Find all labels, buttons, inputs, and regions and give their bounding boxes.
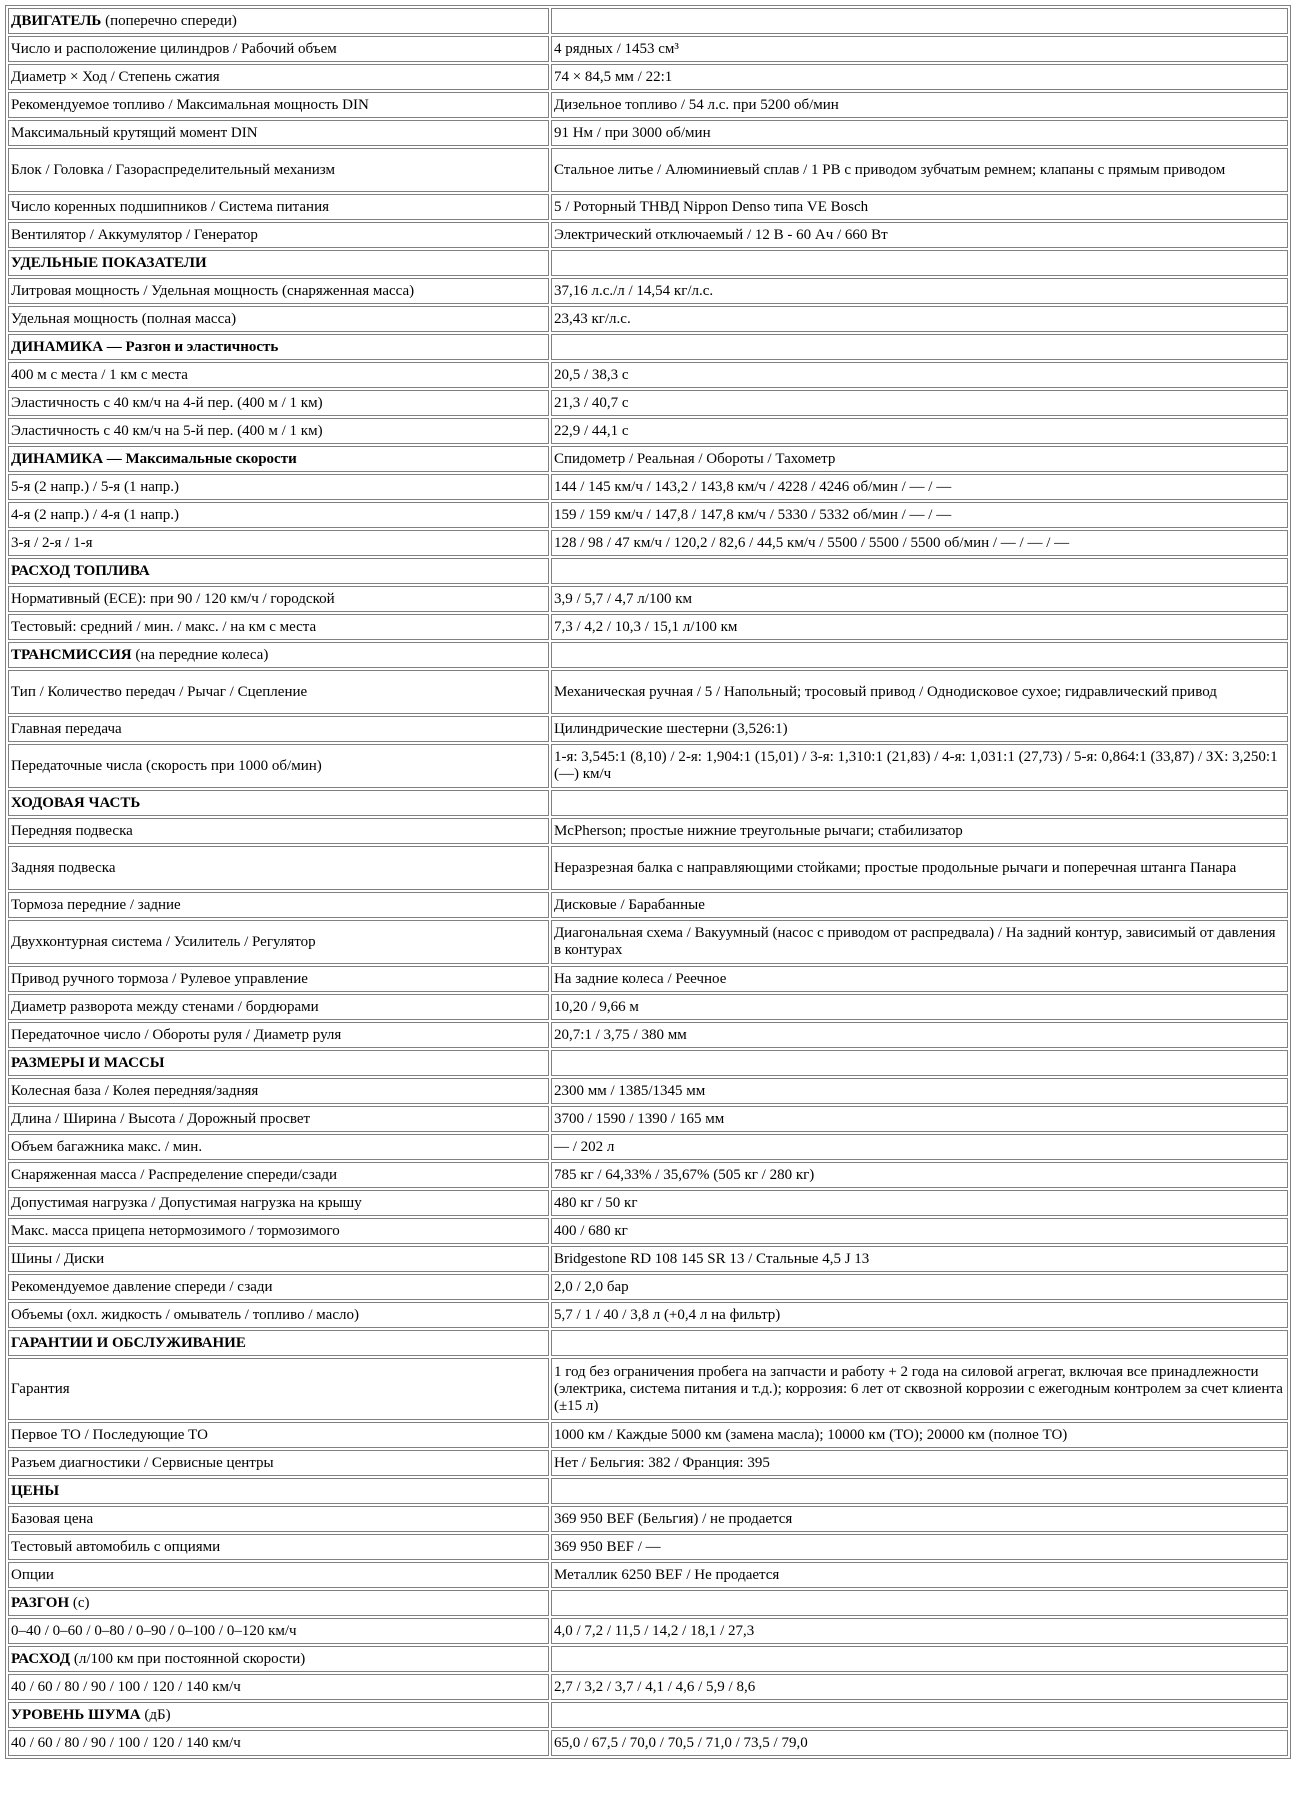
spec-value: Bridgestone RD 108 145 SR 13 / Стальные 4,5 J 13 bbox=[551, 1246, 1288, 1272]
spec-label: Рекомендуемое топливо / Максимальная мощность DIN bbox=[8, 92, 549, 118]
spec-row bbox=[8, 1162, 1288, 1188]
spec-label: Базовая цена bbox=[8, 1506, 549, 1532]
spec-label: Длина / Ширина / Высота / Дорожный просвет bbox=[8, 1106, 549, 1132]
spec-value: 2,7 / 3,2 / 3,7 / 4,1 / 4,6 / 5,9 / 8,6 bbox=[551, 1674, 1288, 1700]
section-header-row bbox=[8, 1702, 1288, 1728]
section-title: ГАРАНТИИ И ОБСЛУЖИВАНИЕ bbox=[11, 1334, 246, 1351]
section-note: (поперечно спереди) bbox=[101, 12, 237, 29]
spec-value bbox=[551, 8, 1288, 34]
spec-value: Механическая ручная / 5 / Напольный; тросовый привод / Однодисковое сухое; гидравлический привод bbox=[551, 670, 1288, 714]
spec-value bbox=[551, 1330, 1288, 1356]
section-title-cell bbox=[8, 790, 549, 816]
section-title-cell bbox=[8, 334, 549, 360]
spec-row bbox=[8, 474, 1288, 500]
spec-label: 3-я / 2-я / 1-я bbox=[8, 530, 549, 556]
spec-row bbox=[8, 36, 1288, 62]
section-header-row bbox=[8, 1646, 1288, 1672]
spec-value: Металлик 6250 BEF / Не продается bbox=[551, 1562, 1288, 1588]
spec-value bbox=[551, 1478, 1288, 1504]
spec-label: 40 / 60 / 80 / 90 / 100 / 120 / 140 км/ч bbox=[8, 1730, 549, 1756]
spec-label: Нормативный (ЕСЕ): при 90 / 120 км/ч / городской bbox=[8, 586, 549, 612]
spec-label: Макс. масса прицепа нетормозимого / тормозимого bbox=[8, 1218, 549, 1244]
spec-value: — / 202 л bbox=[551, 1134, 1288, 1160]
section-title-cell bbox=[8, 1590, 549, 1616]
spec-row bbox=[8, 278, 1288, 304]
spec-value: 369 950 BEF / — bbox=[551, 1534, 1288, 1560]
spec-value: 1 год без ограничения пробега на запчасти и работу + 2 года на силовой агрегат, включая все принадлежности (электрика, система питания и т.д.); коррозия: 6 лет от сквозной коррозии с ежегодным контролем за счет клиента (±15 л) bbox=[551, 1358, 1288, 1420]
spec-row bbox=[8, 1078, 1288, 1104]
spec-value bbox=[551, 1646, 1288, 1672]
spec-value: 20,7:1 / 3,75 / 380 мм bbox=[551, 1022, 1288, 1048]
section-title-cell bbox=[8, 8, 549, 34]
spec-value: 5,7 / 1 / 40 / 3,8 л (+0,4 л на фильтр) bbox=[551, 1302, 1288, 1328]
spec-label: 0–40 / 0–60 / 0–80 / 0–90 / 0–100 / 0–120 км/ч bbox=[8, 1618, 549, 1644]
spec-value bbox=[551, 642, 1288, 668]
section-note: (на передние колеса) bbox=[131, 646, 269, 663]
section-title-cell bbox=[8, 1646, 549, 1672]
section-header-row bbox=[8, 1590, 1288, 1616]
spec-value: Нет / Бельгия: 382 / Франция: 395 bbox=[551, 1450, 1288, 1476]
spec-value: 4,0 / 7,2 / 11,5 / 14,2 / 18,1 / 27,3 bbox=[551, 1618, 1288, 1644]
section-title: ТРАНСМИССИЯ bbox=[11, 646, 132, 663]
spec-label: Диаметр × Ход / Степень сжатия bbox=[8, 64, 549, 90]
spec-row bbox=[8, 1422, 1288, 1448]
spec-value: 3700 / 1590 / 1390 / 165 мм bbox=[551, 1106, 1288, 1132]
spec-label: Объем багажника макс. / мин. bbox=[8, 1134, 549, 1160]
section-note: (дБ) bbox=[140, 1706, 171, 1723]
spec-value: 4 рядных / 1453 см³ bbox=[551, 36, 1288, 62]
section-title: УДЕЛЬНЫЕ ПОКАЗАТЕЛИ bbox=[11, 254, 207, 271]
spec-value: Электрический отключаемый / 12 В - 60 Ач / 660 Вт bbox=[551, 222, 1288, 248]
spec-value: Неразрезная балка с направляющими стойками; простые продольные рычаги и поперечная штанга Панара bbox=[551, 846, 1288, 890]
spec-label: Рекомендуемое давление спереди / сзади bbox=[8, 1274, 549, 1300]
spec-value bbox=[551, 1702, 1288, 1728]
spec-label: Передаточные числа (скорость при 1000 об/мин) bbox=[8, 744, 549, 788]
spec-value: 5 / Роторный ТНВД Nippon Denso типа VE Bosch bbox=[551, 194, 1288, 220]
section-note: (л/100 км при постоянной скорости) bbox=[70, 1650, 306, 1667]
spec-value bbox=[551, 790, 1288, 816]
spec-value: Диагональная схема / Вакуумный (насос с приводом от распредвала) / На задний контур, зависимый от давления в контурах bbox=[551, 920, 1288, 964]
spec-label: 4-я (2 напр.) / 4-я (1 напр.) bbox=[8, 502, 549, 528]
spec-row bbox=[8, 1246, 1288, 1272]
spec-row bbox=[8, 1730, 1288, 1756]
spec-row bbox=[8, 1106, 1288, 1132]
spec-value: 1-я: 3,545:1 (8,10) / 2-я: 1,904:1 (15,01) / 3-я: 1,310:1 (21,83) / 4-я: 1,031:1 (27,73) / 5-я: 0,864:1 (33,87) / ЗХ: 3,250:1 (—) км/ч bbox=[551, 744, 1288, 788]
spec-label: Тестовый: средний / мин. / макс. / на км с места bbox=[8, 614, 549, 640]
spec-row bbox=[8, 64, 1288, 90]
spec-row bbox=[8, 1562, 1288, 1588]
section-title: РАЗГОН bbox=[11, 1594, 70, 1611]
spec-value: 22,9 / 44,1 с bbox=[551, 418, 1288, 444]
spec-row bbox=[8, 1302, 1288, 1328]
spec-value: Цилиндрические шестерни (3,526:1) bbox=[551, 716, 1288, 742]
spec-value bbox=[551, 250, 1288, 276]
spec-label: Снаряженная масса / Распределение спереди/сзади bbox=[8, 1162, 549, 1188]
spec-value: 128 / 98 / 47 км/ч / 120,2 / 82,6 / 44,5 км/ч / 5500 / 5500 / 5500 об/мин / — / — / — bbox=[551, 530, 1288, 556]
spec-value: 91 Нм / при 3000 об/мин bbox=[551, 120, 1288, 146]
section-header-row bbox=[8, 334, 1288, 360]
section-note: (с) bbox=[69, 1594, 90, 1611]
spec-value: 10,20 / 9,66 м bbox=[551, 994, 1288, 1020]
section-header-row bbox=[8, 558, 1288, 584]
spec-row bbox=[8, 1674, 1288, 1700]
spec-value bbox=[551, 334, 1288, 360]
spec-value: 144 / 145 км/ч / 143,2 / 143,8 км/ч / 4228 / 4246 об/мин / — / — bbox=[551, 474, 1288, 500]
spec-row bbox=[8, 586, 1288, 612]
spec-value: 785 кг / 64,33% / 35,67% (505 кг / 280 кг) bbox=[551, 1162, 1288, 1188]
spec-label: Максимальный крутящий момент DIN bbox=[8, 120, 549, 146]
section-title: РАСХОД ТОПЛИВА bbox=[11, 562, 150, 579]
spec-row bbox=[8, 1450, 1288, 1476]
section-title-cell bbox=[8, 642, 549, 668]
spec-label: Двухконтурная система / Усилитель / Регулятор bbox=[8, 920, 549, 964]
spec-label: Главная передача bbox=[8, 716, 549, 742]
spec-value: 20,5 / 38,3 с bbox=[551, 362, 1288, 388]
spec-row bbox=[8, 530, 1288, 556]
spec-row bbox=[8, 1534, 1288, 1560]
section-header-row bbox=[8, 446, 1288, 472]
spec-label: Число коренных подшипников / Система питания bbox=[8, 194, 549, 220]
spec-label: Шины / Диски bbox=[8, 1246, 549, 1272]
spec-row bbox=[8, 1358, 1288, 1420]
spec-row bbox=[8, 1218, 1288, 1244]
spec-value bbox=[551, 1590, 1288, 1616]
spec-value: 37,16 л.с./л / 14,54 кг/л.с. bbox=[551, 278, 1288, 304]
spec-label: Задняя подвеска bbox=[8, 846, 549, 890]
spec-label: 5-я (2 напр.) / 5-я (1 напр.) bbox=[8, 474, 549, 500]
spec-value: 21,3 / 40,7 с bbox=[551, 390, 1288, 416]
spec-label: Число и расположение цилиндров / Рабочий объем bbox=[8, 36, 549, 62]
spec-value: Спидометр / Реальная / Обороты / Тахометр bbox=[551, 446, 1288, 472]
spec-label: Привод ручного тормоза / Рулевое управление bbox=[8, 966, 549, 992]
spec-row bbox=[8, 390, 1288, 416]
spec-row bbox=[8, 614, 1288, 640]
spec-row bbox=[8, 892, 1288, 918]
spec-label: Эластичность с 40 км/ч на 4-й пер. (400 м / 1 км) bbox=[8, 390, 549, 416]
spec-label: Первое ТО / Последующие ТО bbox=[8, 1422, 549, 1448]
section-header-row bbox=[8, 8, 1288, 34]
spec-value: Стальное литье / Алюминиевый сплав / 1 РВ с приводом зубчатым ремнем; клапаны с прямым приводом bbox=[551, 148, 1288, 192]
spec-label: Допустимая нагрузка / Допустимая нагрузка на крышу bbox=[8, 1190, 549, 1216]
section-title: УРОВЕНЬ ШУМА bbox=[11, 1706, 141, 1723]
section-title: ДВИГАТЕЛЬ bbox=[11, 12, 102, 29]
spec-row bbox=[8, 670, 1288, 714]
section-header-row bbox=[8, 1478, 1288, 1504]
section-header-row bbox=[8, 790, 1288, 816]
spec-label: Вентилятор / Аккумулятор / Генератор bbox=[8, 222, 549, 248]
section-title-cell bbox=[8, 558, 549, 584]
spec-row bbox=[8, 502, 1288, 528]
spec-value: 7,3 / 4,2 / 10,3 / 15,1 л/100 км bbox=[551, 614, 1288, 640]
spec-value bbox=[551, 558, 1288, 584]
spec-label: Передняя подвеска bbox=[8, 818, 549, 844]
spec-row bbox=[8, 1274, 1288, 1300]
spec-value: 65,0 / 67,5 / 70,0 / 70,5 / 71,0 / 73,5 / 79,0 bbox=[551, 1730, 1288, 1756]
section-title-cell bbox=[8, 1330, 549, 1356]
section-title: РАСХОД bbox=[11, 1650, 71, 1667]
spec-value: 2,0 / 2,0 бар bbox=[551, 1274, 1288, 1300]
spec-value: 480 кг / 50 кг bbox=[551, 1190, 1288, 1216]
section-title-cell bbox=[8, 1702, 549, 1728]
spec-label: Удельная мощность (полная масса) bbox=[8, 306, 549, 332]
spec-label: 40 / 60 / 80 / 90 / 100 / 120 / 140 км/ч bbox=[8, 1674, 549, 1700]
spec-row bbox=[8, 92, 1288, 118]
section-title-cell bbox=[8, 446, 549, 472]
spec-row bbox=[8, 818, 1288, 844]
spec-table-body bbox=[8, 8, 1288, 1756]
spec-row bbox=[8, 362, 1288, 388]
section-title-cell bbox=[8, 1478, 549, 1504]
spec-row bbox=[8, 1618, 1288, 1644]
section-header-row bbox=[8, 642, 1288, 668]
spec-value: 400 / 680 кг bbox=[551, 1218, 1288, 1244]
spec-value bbox=[551, 1050, 1288, 1076]
spec-row bbox=[8, 222, 1288, 248]
spec-value: Дисковые / Барабанные bbox=[551, 892, 1288, 918]
spec-label: 400 м с места / 1 км с места bbox=[8, 362, 549, 388]
spec-label: Эластичность с 40 км/ч на 5-й пер. (400 м / 1 км) bbox=[8, 418, 549, 444]
spec-value: 159 / 159 км/ч / 147,8 / 147,8 км/ч / 5330 / 5332 об/мин / — / — bbox=[551, 502, 1288, 528]
spec-row bbox=[8, 716, 1288, 742]
spec-label: Тестовый автомобиль с опциями bbox=[8, 1534, 549, 1560]
spec-row bbox=[8, 846, 1288, 890]
spec-label: Блок / Головка / Газораспределительный механизм bbox=[8, 148, 549, 192]
section-title: ЦЕНЫ bbox=[11, 1482, 60, 1499]
section-title-cell bbox=[8, 1050, 549, 1076]
spec-row bbox=[8, 920, 1288, 964]
section-title: ДИНАМИКА — Разгон и эластичность bbox=[11, 338, 279, 355]
section-title-cell bbox=[8, 250, 549, 276]
spec-row bbox=[8, 1134, 1288, 1160]
spec-row bbox=[8, 1190, 1288, 1216]
spec-row bbox=[8, 966, 1288, 992]
spec-value: 23,43 кг/л.с. bbox=[551, 306, 1288, 332]
spec-row bbox=[8, 418, 1288, 444]
section-title: ДИНАМИКА — Максимальные скорости bbox=[11, 450, 297, 467]
spec-row bbox=[8, 306, 1288, 332]
spec-row bbox=[8, 994, 1288, 1020]
spec-row bbox=[8, 1022, 1288, 1048]
spec-label: Гарантия bbox=[8, 1358, 549, 1420]
spec-label: Объемы (охл. жидкость / омыватель / топливо / масло) bbox=[8, 1302, 549, 1328]
spec-label: Разъем диагностики / Сервисные центры bbox=[8, 1450, 549, 1476]
spec-table bbox=[5, 5, 1291, 1759]
spec-label: Опции bbox=[8, 1562, 549, 1588]
spec-row bbox=[8, 148, 1288, 192]
section-title: РАЗМЕРЫ И МАССЫ bbox=[11, 1054, 165, 1071]
spec-value: 2300 мм / 1385/1345 мм bbox=[551, 1078, 1288, 1104]
spec-value: 74 × 84,5 мм / 22:1 bbox=[551, 64, 1288, 90]
spec-row bbox=[8, 1506, 1288, 1532]
spec-value: 3,9 / 5,7 / 4,7 л/100 км bbox=[551, 586, 1288, 612]
spec-label: Диаметр разворота между стенами / бордюрами bbox=[8, 994, 549, 1020]
section-header-row bbox=[8, 250, 1288, 276]
spec-value: На задние колеса / Реечное bbox=[551, 966, 1288, 992]
spec-row bbox=[8, 744, 1288, 788]
section-header-row bbox=[8, 1330, 1288, 1356]
spec-label: Тормоза передние / задние bbox=[8, 892, 549, 918]
section-header-row bbox=[8, 1050, 1288, 1076]
spec-row bbox=[8, 120, 1288, 146]
spec-label: Тип / Количество передач / Рычаг / Сцепление bbox=[8, 670, 549, 714]
spec-label: Колесная база / Колея передняя/задняя bbox=[8, 1078, 549, 1104]
spec-value: McPherson; простые нижние треугольные рычаги; стабилизатор bbox=[551, 818, 1288, 844]
spec-value: 1000 км / Каждые 5000 км (замена масла); 10000 км (ТО); 20000 км (полное ТО) bbox=[551, 1422, 1288, 1448]
spec-row bbox=[8, 194, 1288, 220]
section-title: ХОДОВАЯ ЧАСТЬ bbox=[11, 794, 141, 811]
spec-label: Литровая мощность / Удельная мощность (снаряженная масса) bbox=[8, 278, 549, 304]
spec-value: 369 950 BEF (Бельгия) / не продается bbox=[551, 1506, 1288, 1532]
spec-label: Передаточное число / Обороты руля / Диаметр руля bbox=[8, 1022, 549, 1048]
spec-value: Дизельное топливо / 54 л.с. при 5200 об/мин bbox=[551, 92, 1288, 118]
